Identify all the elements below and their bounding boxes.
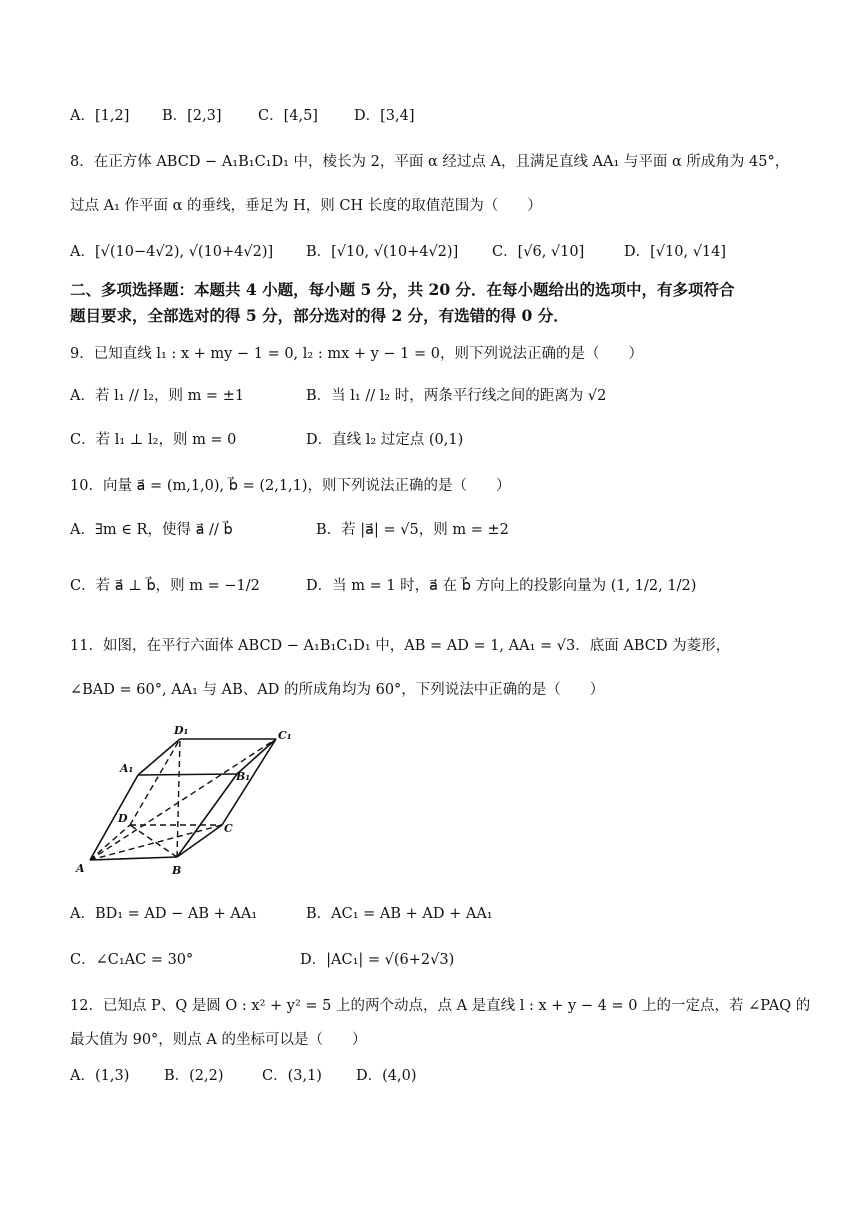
q12-option-d: D．(4,0) bbox=[356, 1068, 417, 1084]
q7-option-b: B．[2,3] bbox=[162, 108, 222, 124]
q9-stem: 9．已知直线 l₁ : x + my − 1 = 0, l₂ : mx + y − 1 = 0，则下列说法正确的是（ ） bbox=[70, 346, 644, 362]
diag-ac1-hidden bbox=[90, 739, 276, 860]
q8-option-a: A．[√(10−4√2), √(10+4√2)] bbox=[70, 244, 274, 260]
diag-bd1-hidden bbox=[177, 739, 180, 857]
q11-option-a: A．BD₁ = AD − AB + AA₁ bbox=[70, 906, 258, 922]
section-heading-line-1: 二、多项选择题：本题共 4 小题，每小题 5 分，共 20 分．在每小题给出的选项中，有多项符合 bbox=[70, 280, 735, 299]
q7-option-c: C．[4,5] bbox=[258, 108, 318, 124]
label-a1: A₁ bbox=[120, 762, 134, 775]
q10-option-a: A．∃m ∈ R，使得 a⃗ // b⃗ bbox=[70, 522, 233, 538]
q11-option-d: D．|AC₁| = √(6+2√3) bbox=[300, 952, 455, 968]
q10-option-d: D．当 m = 1 时，a⃗ 在 b⃗ 方向上的投影向量为 (1, 1/2, 1/2) bbox=[306, 578, 697, 594]
q12-option-b: B．(2,2) bbox=[164, 1068, 224, 1084]
edge-a1b1 bbox=[138, 774, 237, 775]
q8-option-c: C．[√6, √10] bbox=[492, 244, 585, 260]
q12-stem-line-1: 12．已知点 P、Q 是圆 O : x² + y² = 5 上的两个动点，点 A 是直线 l : x + y − 4 = 0 上的一定点，若 ∠PAQ 的 bbox=[70, 998, 811, 1014]
q8-stem-line-1: 8．在正方体 ABCD − A₁B₁C₁D₁ 中，棱长为 2，平面 α 经过点 A，且满足直线 AA₁ 与平面 α 所成角为 45°， bbox=[70, 154, 790, 170]
q10-option-b: B．若 |a⃗| = √5，则 m = ±2 bbox=[316, 522, 509, 538]
q11-stem-line-2: ∠BAD = 60°, AA₁ 与 AB、AD 的所成角均为 60°，下列说法中正确的是（ ） bbox=[70, 682, 605, 698]
label-b1: B₁ bbox=[236, 770, 251, 783]
edge-bc bbox=[177, 825, 222, 857]
q11-option-b: B．AC₁ = AB + AD + AA₁ bbox=[306, 906, 493, 922]
label-a: A bbox=[76, 862, 85, 875]
label-d1: D₁ bbox=[174, 724, 189, 737]
label-b: B bbox=[172, 864, 182, 877]
label-c1: C₁ bbox=[278, 729, 292, 742]
q9-option-b: B．当 l₁ // l₂ 时，两条平行线之间的距离为 √2 bbox=[306, 388, 607, 404]
label-c: C bbox=[224, 822, 233, 835]
label-d: D bbox=[118, 812, 128, 825]
section-heading-line-2: 题目要求，全部选对的得 5 分，部分选对的得 2 分，有选错的得 0 分． bbox=[70, 306, 569, 325]
q9-option-c: C．若 l₁ ⊥ l₂，则 m = 0 bbox=[70, 432, 237, 448]
q9-option-a: A．若 l₁ // l₂，则 m = ±1 bbox=[70, 388, 245, 404]
q7-option-a: A．[1,2] bbox=[70, 108, 130, 124]
q10-option-c: C．若 a⃗ ⊥ b⃗，则 m = −1/2 bbox=[70, 578, 260, 594]
q11-stem-line-1: 11．如图，在平行六面体 ABCD − A₁B₁C₁D₁ 中，AB = AD = 1, AA₁ = √3．底面 ABCD 为菱形， bbox=[70, 638, 731, 654]
parallelepiped-figure bbox=[70, 722, 300, 882]
q12-stem-line-2: 最大值为 90°，则点 A 的坐标可以是（ ） bbox=[70, 1032, 367, 1048]
edge-ab bbox=[90, 857, 177, 860]
q9-option-d: D．直线 l₂ 过定点 (0,1) bbox=[306, 432, 464, 448]
q11-option-c: C．∠C₁AC = 30° bbox=[70, 952, 194, 968]
q12-option-c: C．(3,1) bbox=[262, 1068, 322, 1084]
q12-option-a: A．(1,3) bbox=[70, 1068, 130, 1084]
q8-option-b: B．[√10, √(10+4√2)] bbox=[306, 244, 459, 260]
edge-aa1 bbox=[90, 775, 138, 860]
q7-option-d: D．[3,4] bbox=[354, 108, 415, 124]
q10-stem: 10．向量 a⃗ = (m,1,0), b⃗ = (2,1,1)，则下列说法正确的是（ ） bbox=[70, 478, 511, 494]
q8-stem-line-2: 过点 A₁ 作平面 α 的垂线，垂足为 H，则 CH 长度的取值范围为（ ） bbox=[70, 198, 542, 214]
parallelepiped-diagram bbox=[70, 722, 300, 882]
edge-a1d1 bbox=[138, 739, 180, 775]
edge-dd1-hidden bbox=[130, 739, 180, 825]
q8-option-d: D．[√10, √14] bbox=[624, 244, 727, 260]
